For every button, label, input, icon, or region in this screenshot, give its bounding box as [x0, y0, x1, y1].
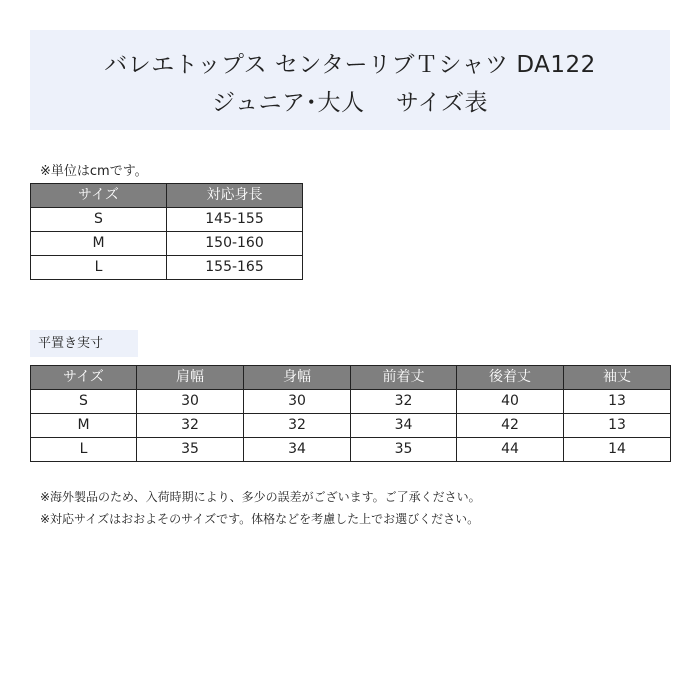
table-cell: 30: [137, 390, 244, 414]
measurement-table: [30, 365, 671, 462]
table-cell: 32: [244, 414, 351, 438]
table-cell: 40: [457, 390, 564, 414]
table-cell: M: [31, 232, 167, 256]
table-header-row: [31, 366, 671, 390]
table-row: [31, 232, 303, 256]
table-cell: 145-155: [167, 208, 303, 232]
table-cell: 44: [457, 438, 564, 462]
title-banner: [30, 30, 670, 130]
table-cell: 35: [351, 438, 457, 462]
table-cell: 34: [351, 414, 457, 438]
column-header: 肩幅: [137, 366, 244, 390]
table-cell: 13: [564, 390, 671, 414]
table-cell: S: [31, 208, 167, 232]
flat-measure-label: 平置き実寸: [30, 330, 138, 357]
height-size-table: [30, 183, 303, 280]
table-row: [31, 414, 671, 438]
column-header: 前着丈: [351, 366, 457, 390]
table-cell: 155-165: [167, 256, 303, 280]
column-header: サイズ: [31, 366, 137, 390]
table-cell: L: [31, 256, 167, 280]
table-cell: 32: [137, 414, 244, 438]
table-cell: S: [31, 390, 137, 414]
table-cell: 14: [564, 438, 671, 462]
column-header: 後着丈: [457, 366, 564, 390]
table-row: [31, 256, 303, 280]
table-row: [31, 390, 671, 414]
column-header: サイズ: [31, 184, 167, 208]
table-cell: 34: [244, 438, 351, 462]
table-cell: 42: [457, 414, 564, 438]
table-cell: L: [31, 438, 137, 462]
title-line-2: ジュニア･大人 サイズ表: [211, 90, 488, 116]
footnote-size-notice: ※対応サイズはおおよそのサイズです。体格などを考慮した上でお選びください。: [40, 512, 480, 526]
table-cell: 150-160: [167, 232, 303, 256]
table-row: [31, 438, 671, 462]
table-cell: 35: [137, 438, 244, 462]
column-header: 対応身長: [167, 184, 303, 208]
table-header-row: [31, 184, 303, 208]
table-cell: 13: [564, 414, 671, 438]
table-cell: 30: [244, 390, 351, 414]
column-header: 袖丈: [564, 366, 671, 390]
footnote-error-notice: ※海外製品のため、入荷時期により、多少の誤差がございます。ご了承ください。: [40, 490, 481, 504]
column-header: 身幅: [244, 366, 351, 390]
table-cell: M: [31, 414, 137, 438]
title-line-1: バレエトップス センターリブＴシャツ DA122: [104, 52, 596, 78]
table-row: [31, 208, 303, 232]
table-cell: 32: [351, 390, 457, 414]
unit-note: ※単位はcmです。: [40, 164, 148, 179]
